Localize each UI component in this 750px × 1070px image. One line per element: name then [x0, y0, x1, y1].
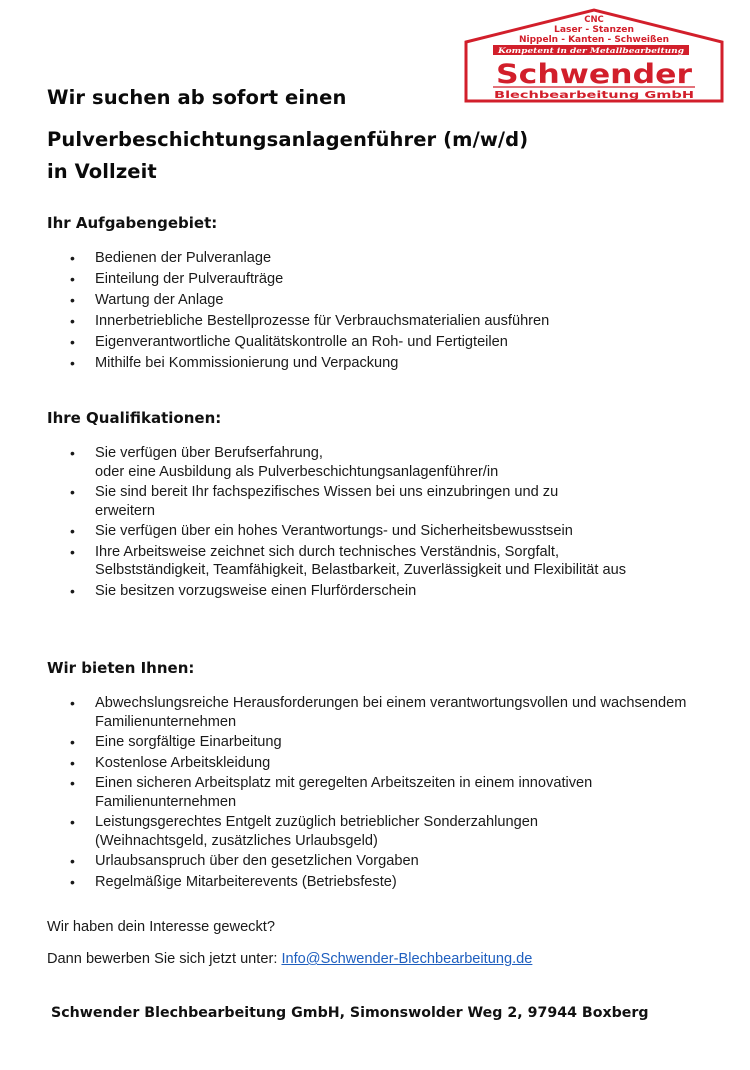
- bullet-icon: •: [70, 582, 75, 599]
- logo-line1: CNC: [584, 15, 604, 25]
- list-item: • Sie verfügen über ein hohes Verantwortungs- und Sicherheitsbewusstsein: [70, 523, 573, 539]
- bullet-icon: •: [70, 334, 75, 350]
- job-title: Pulverbeschichtungsanlagenführer (m/w/d): [47, 128, 529, 151]
- list-item: • Einen sicheren Arbeitsplatz mit geregelten Arbeitszeiten in einem innovativen Familienunternehmen: [70, 775, 593, 810]
- list-item: • Bedienen der Pulveranlage: [47, 248, 707, 269]
- list-item: • Urlaubsanspruch über den gesetzlichen Vorgaben: [70, 853, 419, 869]
- list-item: • Eine sorgfältige Einarbeitung: [70, 734, 282, 750]
- company-logo: [463, 8, 725, 103]
- apply-line: [47, 951, 532, 967]
- list-item: • Wartung der Anlage: [47, 290, 707, 311]
- bullet-icon: •: [70, 484, 75, 500]
- closing-question: Wir haben dein Interesse geweckt?: [47, 919, 275, 935]
- list-item: • Regelmäßige Mitarbeiterevents (Betriebsfeste): [70, 873, 397, 890]
- list-item: • Leistungsgerechtes Entgelt zuzüglich betrieblicher Sonderzahlungen (Weihnachtsgeld, zusätzliches Urlaubsgeld): [70, 814, 538, 849]
- section-title-qualifications: Ihre Qualifikationen:: [47, 409, 222, 427]
- list-item: • Sie verfügen über Berufserfahrung, oder eine Ausbildung als Pulverbeschichtungsanlagenführer/in: [70, 445, 499, 480]
- bullet-icon: •: [70, 814, 75, 830]
- logo-brand: Schwender: [496, 59, 693, 90]
- tasks-list: [47, 248, 707, 374]
- logo-line3: Nippeln - Kanten - Schweißen: [519, 35, 669, 45]
- headline-intro: Wir suchen ab sofort einen: [47, 86, 347, 109]
- bullet-icon: •: [70, 853, 75, 869]
- bullet-icon: •: [70, 271, 75, 287]
- bullet-icon: •: [70, 775, 75, 791]
- bullet-icon: •: [70, 695, 75, 711]
- list-item: • Sie besitzen vorzugsweise einen Flurförderschein: [70, 582, 417, 599]
- list-item: • Abwechslungsreiche Herausforderungen bei einem verantwortungsvollen und wachsendem Familienunternehmen: [70, 695, 687, 730]
- list-item: • Innerbetriebliche Bestellprozesse für Verbrauchsmaterialien ausführen: [47, 311, 707, 332]
- logo-line2: Laser - Stanzen: [554, 25, 634, 35]
- bullet-icon: •: [70, 754, 75, 771]
- section-title-tasks: Ihr Aufgabengebiet:: [47, 214, 218, 232]
- bullet-icon: •: [70, 355, 75, 371]
- company-address: Schwender Blechbearbeitung GmbH, Simonswolder Weg 2, 97944 Boxberg: [51, 1005, 649, 1021]
- bullet-icon: •: [70, 523, 75, 539]
- bullet-icon: •: [70, 543, 75, 560]
- list-item: • Einteilung der Pulveraufträge: [47, 269, 707, 290]
- logo-banner: Kompetent in der Metallbearbeitung: [496, 46, 684, 55]
- section-title-benefits: Wir bieten Ihnen:: [47, 659, 195, 677]
- apply-text: Dann bewerben Sie sich jetzt unter:: [47, 951, 278, 967]
- logo-house-outline-icon: [463, 8, 725, 103]
- bullet-icon: •: [70, 250, 75, 266]
- email-link[interactable]: Info@Schwender-Blechbearbeitung.de: [281, 951, 533, 967]
- list-item: • Ihre Arbeitsweise zeichnet sich durch technisches Verständnis, Sorgfalt, Selbstständigkeit, Teamfähigkeit, Belastbarkeit, Zuverlässigkeit und Flexibilität aus: [70, 543, 627, 578]
- list-item: • Kostenlose Arbeitskleidung: [70, 754, 271, 771]
- benefits-list: [47, 694, 687, 893]
- bullet-icon: •: [70, 445, 75, 461]
- list-item: • Sie sind bereit Ihr fachspezifisches Wissen bei uns einzubringen und zu erweitern: [70, 484, 559, 519]
- job-type: in Vollzeit: [47, 160, 157, 183]
- bullet-icon: •: [70, 292, 75, 308]
- bullet-icon: •: [70, 873, 75, 890]
- bullet-icon: •: [70, 313, 75, 329]
- logo-subtitle: Blechbearbeitung GmbH: [494, 90, 694, 101]
- list-item: • Eigenverantwortliche Qualitätskontrolle an Roh- und Fertigteilen: [47, 332, 707, 353]
- bullet-icon: •: [70, 734, 75, 750]
- qualifications-list: [47, 444, 677, 602]
- list-item: • Mithilfe bei Kommissionierung und Verpackung: [47, 353, 707, 374]
